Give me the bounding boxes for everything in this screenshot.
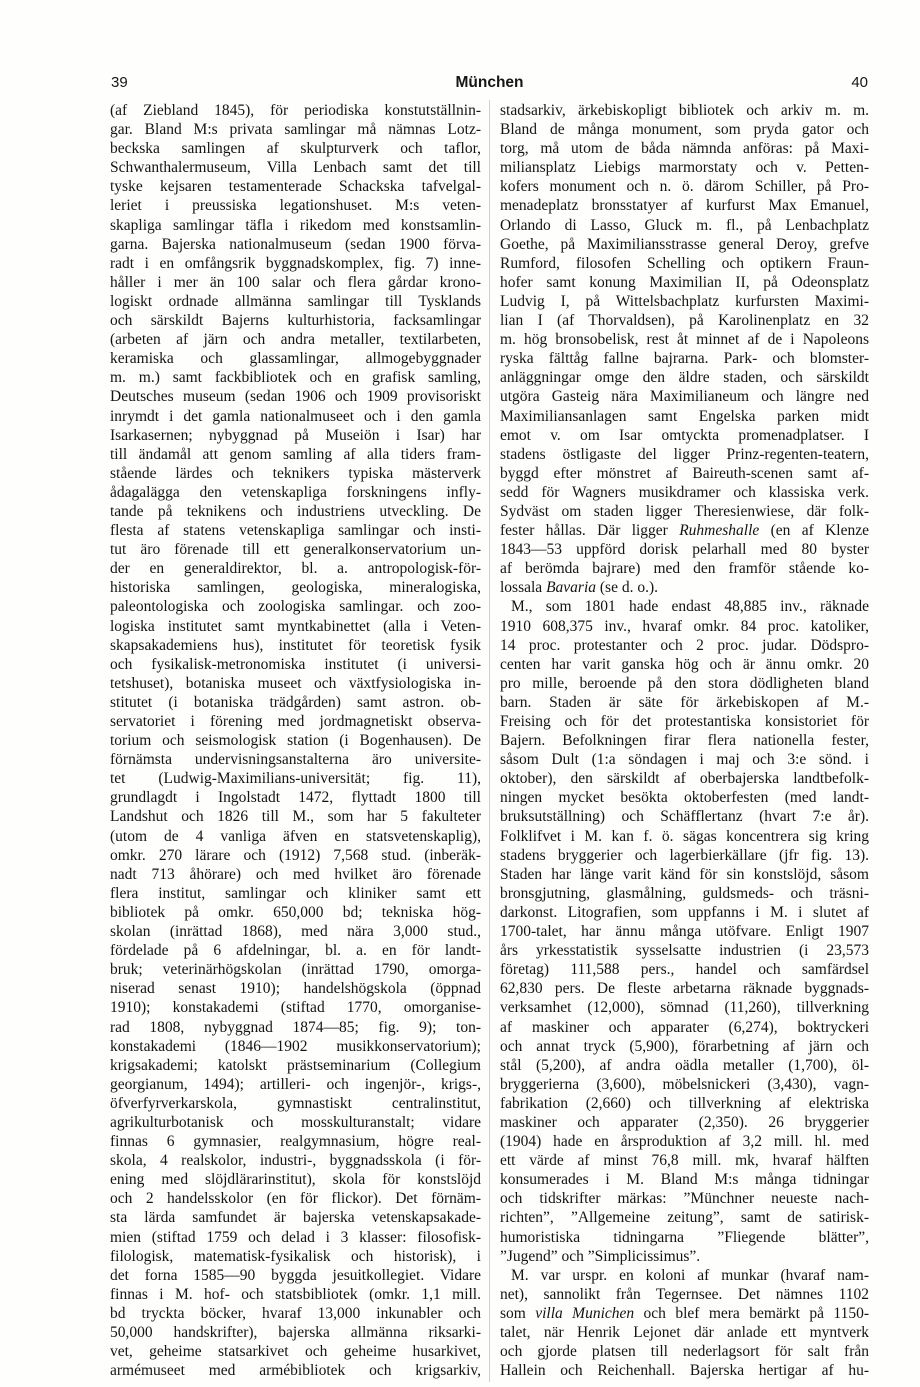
text-line: 14 proc. protestanter och 2 proc. judar. Dödspro- [500,636,869,654]
text-line: bryggerierna (3,600), möbelsnickeri (3,430), vagn- [500,1075,869,1093]
text-line: stål (5,200), af andra oädla metaller (1,700), öl- [500,1056,869,1074]
text-line: ådagalägga den vetenskapliga forskningens infly- [110,483,481,501]
text-line: fördelade på 6 afdelningar, bl. a. en för landt- [110,942,481,960]
text-line [500,521,869,540]
text-line: servatoriet i förening med jordmagnetiskt observa- [110,713,481,730]
text-line: flera institut, samlingar och kliniker samt ett [110,884,481,902]
text-line: och annat tryck (5,900), förarbetning af järn och [500,1037,869,1055]
text-line: skola, 4 realskolor, industri-, byggnadsskola (i för- [110,1152,481,1170]
text-line: 1910); konstakademi (stiftad 1770, omorganise- [110,999,481,1017]
text-line: och gjorde platsen till nederlagsort för salt från [500,1343,869,1361]
text-line: agrikulturbotanisk och mosskulturanstalt; vidare [110,1113,481,1131]
text-line: tet (Ludwig-Maximilians-universität; fig. 11), [110,770,481,788]
text-line: centen har varit ganska hög och är ännu omkr. 20 [500,655,869,673]
text-line: (arbeten af järn och andra metaller, textilarbeten, [110,331,481,349]
text-line: Bland de många monument, som pryda gator och [500,121,869,139]
text-line: verksamhet (12,000), sömnad (11,260), tillverkning [500,999,869,1017]
text-line: Folklifvet i M. kan f. ö. sägas koncentrera sig kring [500,827,869,845]
text-line: 1700-talet, har ännu många utöfvare. Enligt 1907 [500,923,869,941]
text-line: ening med slöjdlärarinstitut), skola för konstslöjd [110,1171,481,1189]
text-line: logiskt ordnade allmänna samlingar till Tysklands [110,292,481,310]
text-line: miliansplatz Liebigs marmorstaty och v. Petten- [500,159,869,177]
text-line: stadsarkiv, ärkebiskopligt bibliotek och arkiv m. m. [500,102,869,119]
text-line: gar. Bland M:s privata samlingar må nämnas Lotz- [110,121,481,139]
text-segment: lossala [500,579,547,597]
italic-term: Bavaria [546,579,596,597]
text-line: keramiska och glassamlingar, allmogebyggnader [110,350,481,368]
text-line: menadeplatz bronsstatyer af kurfurst Max Emanuel, [500,197,869,215]
text-line: öfverfyrverkarskola, gymnastiskt centralinstitut, [110,1094,481,1112]
text-line: (1904) hade en årsproduktion af 3,2 mill. hl. med [500,1133,869,1151]
text-line: tande på teknikens och industriens utveckling. De [110,502,481,520]
text-line: Goethe, på Maximiliansstrasse general Deroy, grefve [500,235,869,253]
text-line: konsumerades i M. Bland M:s många tidningar [500,1171,869,1189]
text-line: (af Ziebland 1845), för periodiska konstutställnin- [110,102,481,119]
text-line: tyske kejsaren testamenterade Schackska tafvelgal- [110,178,481,196]
text-line: och 2 handelsskolor (en för flickor). Det förnäm- [110,1190,481,1208]
text-line: nadt 713 åhörare) och med hvilket äro förenade [110,865,481,883]
text-line: grundlagdt i Ingolstadt 1472, flyttadt 1800 till [110,789,481,807]
page-number-left: 39 [111,74,128,91]
text-line: humoristiska tidningarna ”Fliegende blätter”, [500,1228,869,1246]
text-line: Isarkasernen; nybyggnad på Museiön i Isar) har [110,426,481,444]
text-line: paleontologiska och zoologiska samlingar. och zoo- [110,598,481,616]
text-line: Hallein och Reichenhall. Bajerska hertigar af hu- [500,1362,869,1380]
page-number-right: 40 [851,74,868,91]
text-line: bruksutställning) och Schäfflertanz (hvart 7:e år). [500,808,869,826]
text-line: utgöra Gasteig nära Maximilianeum och längre ned [500,388,869,406]
text-line: mien (stiftad 1759 och delad i 3 klasser: filosofisk- [110,1228,481,1246]
text-line: radt i en omfångsrik byggnadskomplex, fig. 7) inne- [110,254,481,272]
text-line: ryska fälttåg fallne bajrarna. Park- och blomster- [500,350,869,368]
text-line: skolan (inrättad 1868), med nära 3,000 stud., [110,923,481,941]
text-line: historiska samlingen, geologiska, mineralogiska, [110,579,481,597]
text-line: och särskildt Bajerns kulturhistoria, facksamlingar [110,312,481,330]
left-column [110,101,481,1380]
text-line: talet, när Henrik Lejonet där anlade ett myntverk [500,1324,869,1341]
text-line [500,1304,869,1323]
text-line: anläggningar omge den äldre staden, och särskildt [500,369,869,387]
text-line: Maximiliansanlagen samt Engelska parken midt [500,407,869,425]
text-line: stadens bryggerier och lagerbierkällare (jfr fig. 13). [500,846,869,864]
text-line: leriet i preussiska legationshuset. M:s veten- [110,197,481,215]
text-line: skapliga samlingar täfla i rikedom med konstsamlin- [110,216,481,234]
text-line: Staden har länge varit känd för sin konstslöjd, såsom [500,865,869,883]
paragraph [500,597,869,1265]
text-line: håller i mer än 100 salar och flera gårdar krono- [110,273,481,291]
text-line: krigsakademi; katolskt prästseminarium (Collegium [110,1056,481,1074]
paragraph [110,101,481,1380]
text-line: stadens östligaste del ligger Prinz-regenten-teatern, [500,445,869,463]
text-line: Bajern. Befolkningen firar flera nationella fester, [500,732,869,750]
text-line: Landshut och 1826 till M., som har 5 fakulteter [110,808,481,826]
text-segment: fester hållas. Där ligger [500,522,680,540]
text-line: torium och seismologisk station (i Bogenhausen). De [110,732,481,750]
text-segment: (se d. o.). [596,579,658,597]
text-line: emot v. om Isar omtyckta promenadplatser. I [500,426,869,444]
text-line: förnämsta undervisningsanstalterna äro universite- [110,751,481,769]
text-segment: och blef mera bemärkt på 1150- [634,1304,869,1322]
text-line: Schwanthalermuseum, Villa Lenbach samt det till [110,159,481,177]
text-line: torg, må utom de båda nämnda anföras: på Maxi- [500,140,869,158]
text-line: 1843—53 uppförd dorisk pelarhall med 80 byster [500,541,869,559]
text-line: net), sannolikt från Tegernsee. Det nämnes 1102 [500,1285,869,1303]
text-segment: som [500,1304,536,1322]
text-line: finnas 6 gymnasier, realgymnasium, högre real- [110,1133,481,1151]
text-line: tetshuset), botaniska museet och växtfysiologiska in- [110,674,481,692]
text-line: lian I (af Thorvaldsen), på Karolinenplatz en 32 [500,312,869,330]
text-line: inrymdt i det gamla nationalmuseet och i den gamla [110,407,481,425]
text-line: till ändamål att genom samling af alla tiders fram- [110,445,481,463]
text-line: års yrkesstatistik sysselsatte industrien (i 23,573 [500,942,869,960]
text-line: richten”, ”Allgemeine zeitung”, samt de satirisk- [500,1209,869,1227]
text-line: ningen mycket besökta oktoberfesten (med landt- [500,789,869,807]
text-line: ”Jugend” och ”Simplicissimus”. [500,1247,701,1265]
text-line: 1910 608,375 inv., hvaraf omkr. 84 proc. katoliker, [500,617,869,635]
text-line: hofer samt konung Maximilian II, på Odeonsplatz [500,273,869,291]
text-line: beckska samlingen af skulpturverk och taflor, [110,140,481,158]
text-line: barn. Staden är säte för ärkebiskopen af M.- [500,693,869,711]
text-line: flesta af statens vetenskapliga samlingar och insti- [110,522,481,540]
text-line: M. var urspr. en koloni af munkar (hvaraf nam- [511,1266,869,1284]
running-head: München [455,74,524,91]
text-line: det forna 1585—90 byggda jesuitkollegiet. Vidare [110,1266,481,1284]
text-line: af maskiner och apparater (6,274), boktryckeri [500,1018,869,1036]
text-line: garna. Bajerska nationalmuseum (sedan 1900 förva- [110,235,481,253]
text-line: maskiner och apparater (2,350). 26 bryggerier [500,1113,869,1131]
text-line: tut äro förenade till ett generalkonservatorium un- [110,541,481,559]
text-line: vet, geheime statsarkivet och geheime husarkivet, [110,1343,481,1361]
italic-term: villa Munichen [535,1304,635,1322]
text-line: stitutet (i botaniska trädgården) samt astron. ob- [110,693,481,711]
text-line: och tidskrifter märkas: ”Münchner neueste nach- [500,1190,869,1208]
text-line: Deutsches museum (sedan 1906 och 1909 provisoriskt [110,388,481,406]
text-line: georgianum, 1494); artilleri- och ingenjör-, krigs-, [110,1075,481,1093]
text-line: skapsakademiens hus), institutet för teoretisk fysik [110,636,481,654]
text-line: Orlando di Lasso, Gluck m. fl., på Lenbachplatz [500,216,869,234]
text-line: m. hög bronsobelisk, rest åt minnet af de i Napoleons [500,331,869,349]
text-line: bruk; veterinärhögskolan (inrättad 1790, omorga- [110,961,481,979]
paragraph [500,101,869,597]
text-line: sedd för Wagners musikdramer och klassiska verk. [500,483,869,501]
text-line: oktober), den särskildt af oberbajerska landtbefolk- [500,770,869,788]
text-line: rad 1808, nybyggnad 1874—85; fig. 9); ton- [110,1018,481,1036]
paragraph [500,1266,869,1381]
text-line: Freising och för det protestantiska konsistoriet för [500,713,869,730]
text-line: fabrikation (2,660) och tillverkning af elektriska [500,1094,869,1112]
text-line: armémuseet med armébibliotek och krigsarkiv, [110,1362,481,1380]
text-line: Ludvig I, på Wittelsbachplatz kurfursten Maximi- [500,292,869,310]
text-line: företag) 111,588 pers., handel och samfärdsel [500,961,869,979]
text-line: byggd efter mönstret af Baireuth-scenen samt af- [500,464,869,482]
text-line: 62,830 pers. De fleste arbetarna räknade byggnads- [500,980,869,998]
text-line: finnas i M. hof- och statsbibliotek (omkr. 1,1 mill. [110,1285,481,1303]
text-line: bd tryckta böcker, hvaraf 13,000 inkunabler och [110,1304,481,1322]
text-line: Sydväst om staden ligger Theresienwiese, där folk- [500,502,869,520]
italic-term: Ruhmeshalle [679,522,760,540]
text-line: der en generaldirektor, bl. a. antropologisk-för- [110,560,481,578]
text-line: filologisk, matematisk-fysikalisk och historisk), i [110,1247,481,1265]
text-line: såsom Dult (1:a söndagen i maj och 3:e sönd. i [500,751,869,769]
text-line: ett värde af minst 76,8 mill. mk, hvaraf hälften [500,1152,869,1170]
text-segment: (en af Klenze [759,522,869,540]
text-line: M., som 1801 hade endast 48,885 inv., räknade [511,598,869,616]
text-line: darkonst. Litografien, som uppfanns i M. i slutet af [500,903,869,921]
text-line: niserad senast 1910); handelshögskola (öppnad [110,980,481,998]
text-line: sta lärda samfundet är bajerska vetenskapsakade- [110,1209,481,1227]
text-line: bibliotek på omkr. 650,000 bd; tekniska hög- [110,903,481,921]
text-line: kofers monument och n. ö. därom Schiller, på Pro- [500,178,869,196]
text-line: logiska institutet samt myntkabinettet (alla i Veten- [110,617,481,635]
text-line: Rumford, filosofen Schelling och optikern Fraun- [500,254,869,272]
text-line [500,578,869,597]
text-line: och fysikalisk-metronomiska institutet (i universi- [110,655,481,673]
text-line: omkr. 270 lärare och (1912) 7,568 stud. (inberäk- [110,846,481,864]
text-line: af berömda bajrare) med den framför stående ko- [500,560,869,578]
text-line: bronsgjutning, glasmålning, guldsmeds- och träsni- [500,884,869,902]
column-rule [489,100,490,1382]
text-line: m. m.) samt fackbibliotek och en grafisk samling, [110,369,481,387]
text-line: (utom de 4 vanliga äfven en statsvetenskaplig), [110,827,481,845]
text-line: stående lärdes och teknikers typiska mästerverk [110,464,481,482]
text-line: konstakademi (1846—1902 musikkonservatorium); [110,1037,481,1055]
right-column [500,101,869,1380]
text-line: 50,000 handskrifter), bajerska allmänna riksarki- [110,1324,481,1341]
text-line: pro mille, beroende på den stora dödligheten bland [500,674,869,692]
